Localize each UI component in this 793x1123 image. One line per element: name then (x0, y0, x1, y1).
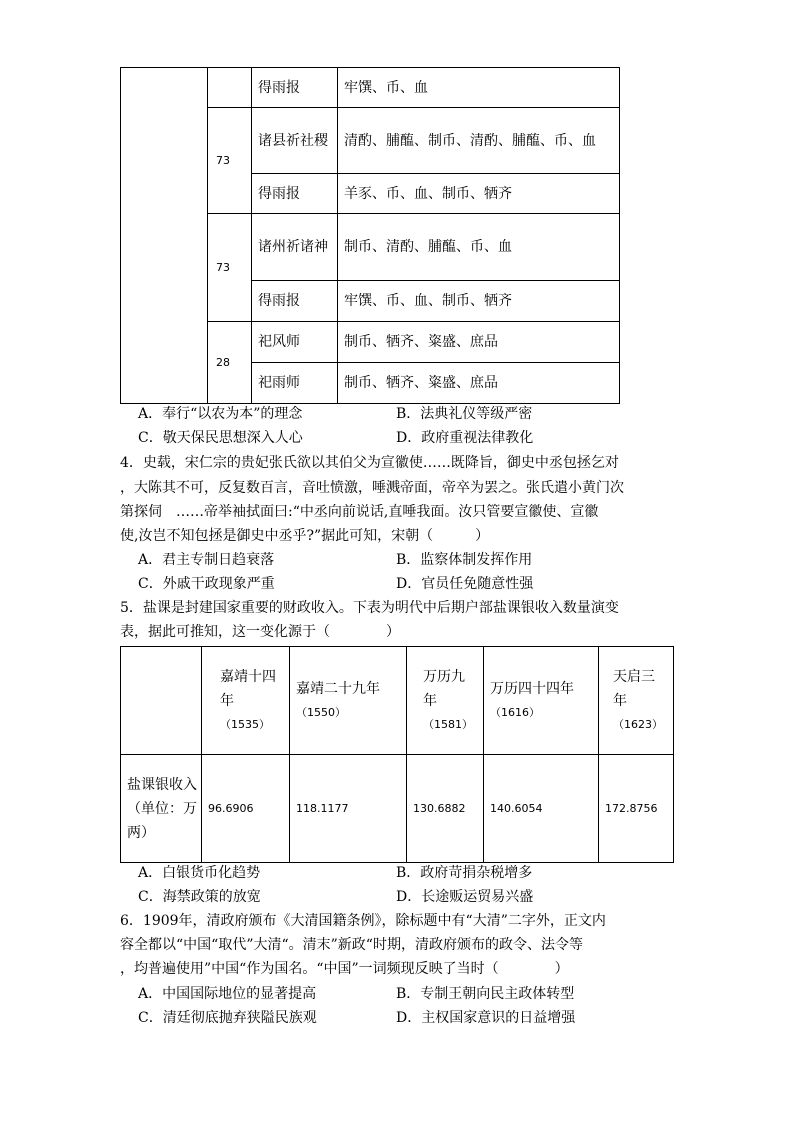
q6-stem-line: ，均普遍使用”中国“作为国名。“中国”一词频现反映了当时（ ） (120, 961, 569, 977)
ritual-content: 清酌、脯醢、制币、清酌、脯醢、币、血 (338, 108, 620, 174)
q6-option-a[interactable]: A．中国国际地位的显著提高 (138, 986, 317, 1002)
year-header: 嘉靖十四年 （1535） (202, 647, 290, 755)
ritual-num-cell: 73 (208, 214, 252, 322)
ritual-item: 得雨报 (252, 281, 338, 322)
value-cell: 140.6054 (484, 755, 599, 863)
q6-option-c[interactable]: C．清廷彻底抛弃狭隘民族观 (138, 1010, 317, 1026)
salt-revenue-table (120, 646, 674, 863)
ritual-item: 祀雨师 (252, 363, 338, 404)
ritual-content: 制币、清酌、脯醢、币、血 (338, 214, 620, 281)
ritual-content: 制币、牺齐、粢盛、庶品 (338, 363, 620, 404)
ritual-num-cell: 28 (208, 322, 252, 404)
row-label: 盐课银收入（单位：万两） (121, 755, 202, 863)
q5-stem-line: 5．盐课是封建国家重要的财政收入。下表为明代中后期户部盐课银收入数量演变 (120, 600, 619, 616)
year-header: 万历九年 （1581） (407, 647, 484, 755)
q6-stem-line: 6．1909年，清政府颁布《大清国籍条例》，除标题中有“大清”二字外，正文内 (120, 913, 606, 929)
ritual-item: 祀风师 (252, 322, 338, 363)
q4-option-b[interactable]: B．监察体制发挥作用 (396, 552, 533, 568)
value-cell: 130.6882 (407, 755, 484, 863)
ritual-content: 制币、牺齐、粢盛、庶品 (338, 322, 620, 363)
ritual-content: 牢馔、币、血 (338, 68, 620, 108)
ritual-content: 牢馔、币、血、制币、牺齐 (338, 281, 620, 322)
q5-stem-line: 表，据此可推知，这一变化源于（ ） (120, 624, 400, 640)
ritual-table-blank-col (121, 68, 208, 404)
q4-stem-line: 使,汝岂不知包拯是御史中丞乎?”据此可知，宋朝（ ） (120, 528, 490, 544)
q5-option-b[interactable]: B．政府苛捐杂税增多 (396, 865, 533, 881)
q4-option-a[interactable]: A．君主专制日趋衰落 (138, 552, 275, 568)
q4-option-d[interactable]: D．官员任免随意性强 (396, 576, 534, 592)
q6-option-d[interactable]: D．主权国家意识的日益增强 (396, 1010, 576, 1026)
q6-stem-line: 容全都以“中国“取代”大清“。清末”新政“时期，清政府颁布的政令、法令等 (120, 937, 583, 953)
ritual-content: 羊豕、币、血、制币、牺齐 (338, 174, 620, 214)
q3-option-b[interactable]: B．法典礼仪等级严密 (396, 406, 533, 422)
q4-stem-line: 4．史载，宋仁宗的贵妃张氏欲以其伯父为宣徽使……既降旨，御史中丞包拯乞对 (120, 455, 619, 471)
q5-option-d[interactable]: D．长途贩运贸易兴盛 (396, 889, 534, 905)
q3-option-a[interactable]: A．奉行“以农为本”的理念 (138, 406, 303, 422)
year-header: 天启三年 （1623） (599, 647, 674, 755)
q6-option-b[interactable]: B．专制王朝向民主政体转型 (396, 986, 575, 1002)
year-header: 嘉靖二十九年 （1550） (290, 647, 407, 755)
year-header: 万历四十四年 （1616） (484, 647, 599, 755)
q5-option-a[interactable]: A．白银货币化趋势 (138, 865, 261, 881)
q5-option-c[interactable]: C．海禁政策的放宽 (138, 889, 261, 905)
value-cell: 118.1177 (290, 755, 407, 863)
ritual-table (120, 67, 620, 404)
value-cell: 96.6906 (202, 755, 290, 863)
q3-option-d[interactable]: D．政府重视法律教化 (396, 430, 534, 446)
q4-stem-line: 第探伺 ……帝举袖拭面曰:“中丞向前说话,直唾我面。汝只管要宣徽使、宣徽 (120, 504, 599, 520)
corner-cell (121, 647, 202, 755)
ritual-item: 诸县祈社稷 (252, 108, 338, 174)
value-cell: 172.8756 (599, 755, 674, 863)
q4-stem-line: ，大陈其不可，反复数百言，音吐愤激，唾溅帝面，帝卒为罢之。张氏遣小黄门次 (120, 480, 624, 496)
ritual-num-cell: 73 (208, 108, 252, 214)
ritual-item: 得雨报 (252, 68, 338, 108)
ritual-item: 得雨报 (252, 174, 338, 214)
ritual-num-cell (208, 68, 252, 108)
ritual-item: 诸州祈诸神 (252, 214, 338, 281)
q3-option-c[interactable]: C．敬天保民思想深入人心 (138, 430, 303, 446)
q4-option-c[interactable]: C．外戚干政现象严重 (138, 576, 275, 592)
